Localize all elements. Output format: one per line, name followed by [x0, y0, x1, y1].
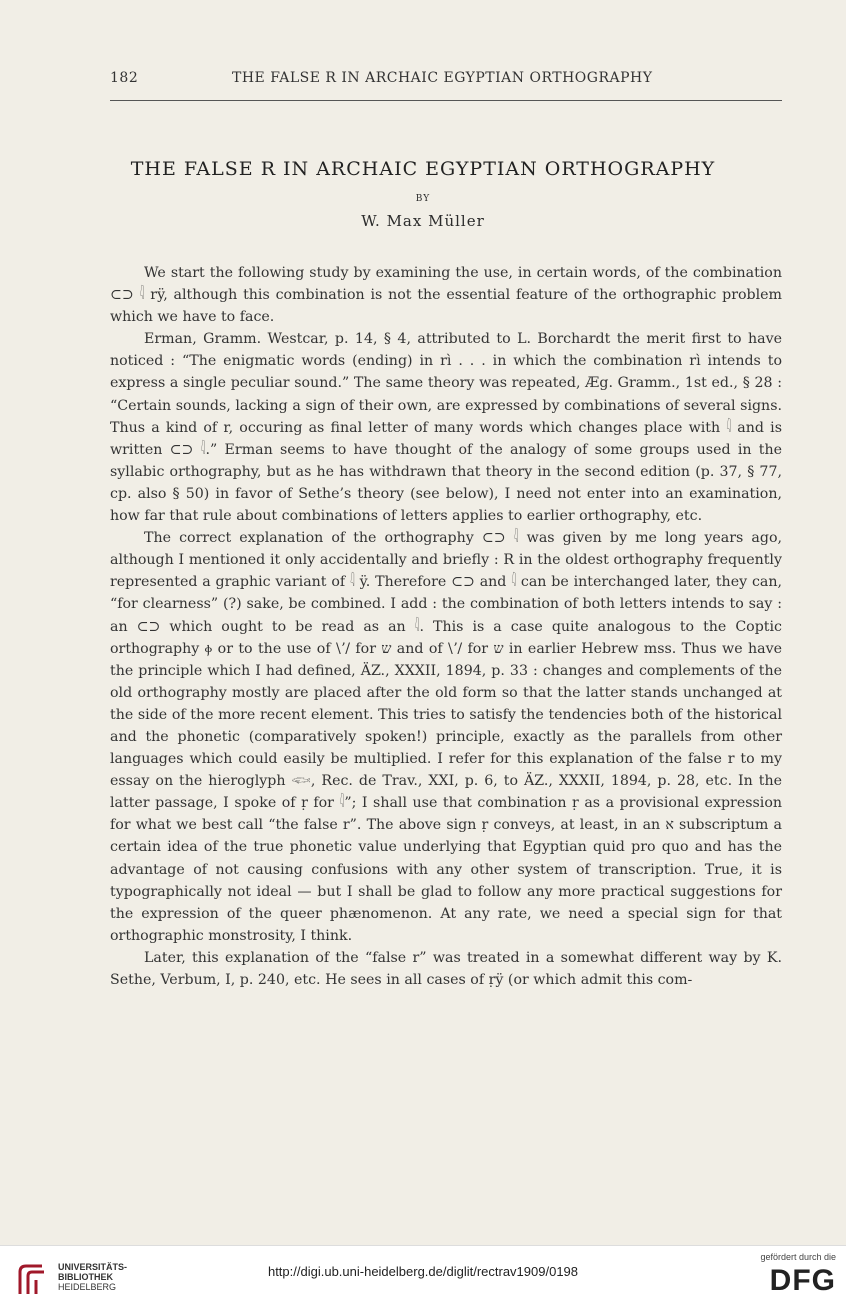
- library-name: UNIVERSITÄTS- BIBLIOTHEK HEIDELBERG: [58, 1262, 128, 1292]
- dfg-logo: DFG: [769, 1264, 836, 1297]
- funding-label: gefördert durch die: [760, 1252, 836, 1262]
- header-rule: [110, 100, 782, 101]
- paragraph-1: We start the following study by examining the use, in certain words, of the combination ⊂⊃ 𓇋 rÿ, although this combination is not the essential feature of the orthographic problem which we have to face.: [110, 265, 782, 326]
- article-body: [110, 262, 782, 991]
- byline-label: BY: [415, 194, 431, 204]
- paragraph-4: Later, this explanation of the “false r” was treated in a somewhat different way by K. Sethe, Verbum, I, p. 240, etc. He sees in all cases of ṛÿ (or which admit this com-: [110, 949, 782, 988]
- running-title: THE FALSE R IN ARCHAIC EGYPTIAN ORTHOGRAPHY: [232, 70, 653, 86]
- article-title: THE FALSE R IN ARCHAIC EGYPTIAN ORTHOGRAPHY: [130, 158, 716, 180]
- article-author: W. Max Müller: [361, 212, 485, 230]
- footer-bar: [0, 1245, 846, 1307]
- page-number: 182: [110, 70, 139, 86]
- source-url-link[interactable]: http://digi.ub.uni-heidelberg.de/diglit/rectrav1909/0198: [267, 1264, 579, 1279]
- paragraph-3: The correct explanation of the orthography ⊂⊃ 𓇋 was given by me long years ago, although I mentioned it only accidentally and briefly : R in the oldest orthography frequently represented a graphic variant of 𓇋 ÿ. Therefore ⊂⊃ and 𓇋 can be interchanged later, they can, “for clearness” (?) sake, be combined. I add : the combination of both letters intends to say : an ⊂⊃ which ought to be read as an 𓇋. This is a case quite analogous to the Coptic orthography ⲫ or to the use of \ʼ/ for ש and of \ʼ/ for ש in earlier Hebrew mss. Thus we have the principle which I had defined, ÄZ., XXXII, 1894, p. 33 : changes and complements of the old orthography mostly are placed after the old form so that the latter stands unchanged at the side of the more recent element. This tries to satisfy the tendencies both of the historical and the phonetic (comparatively spoken!) principle, exactly as the parallels from other languages which could easily be multiplied. I refer for this explanation of the false r to my essay on the hieroglyph 𓆟, Rec. de Trav., XXI, p. 6, to ÄZ., XXXII, 1894, p. 28, etc. In the latter passage, I spoke of ṛ for 𓇋”; I shall use that combination ṛ as a provisional expression for what we best call “the false r”. The above sign ṛ conveys, at least, in an א subscriptum a certain idea of the true phonetic value underlying that Egyptian quid pro quo and has the advantage of not causing confusions with any other system of transcription. True, it is typographically not ideal — but I shall be glad to follow any more practical suggestions for the expression of the queer phænomenon. At any rate, we need a special sign for that orthographic monstrosity, I think.: [110, 530, 782, 944]
- paragraph-2: Erman, Gramm. Westcar, p. 14, § 4, attributed to L. Borchardt the merit first to have noticed : “The enigmatic words (ending) in rì . . . in which the combination rì intends to express a single peculiar sound.” The same theory was repeated, Æg. Gramm., 1st ed., § 28 : “Certain sounds, lacking a sign of their own, are expressed by combinations of several signs. Thus a kind of r, occuring as final letter of many words which changes place with 𓇋 and is written ⊂⊃ 𓇋.” Erman seems to have thought of the analogy of some groups used in the syllabic orthography, but as he has withdrawn that theory in the second edition (p. 37, § 77, cp. also § 50) in favor of Sethe’s theory (see below), I need not enter into an examination, how far that rule about combinations of letters applies to earlier orthography, etc.: [110, 331, 782, 525]
